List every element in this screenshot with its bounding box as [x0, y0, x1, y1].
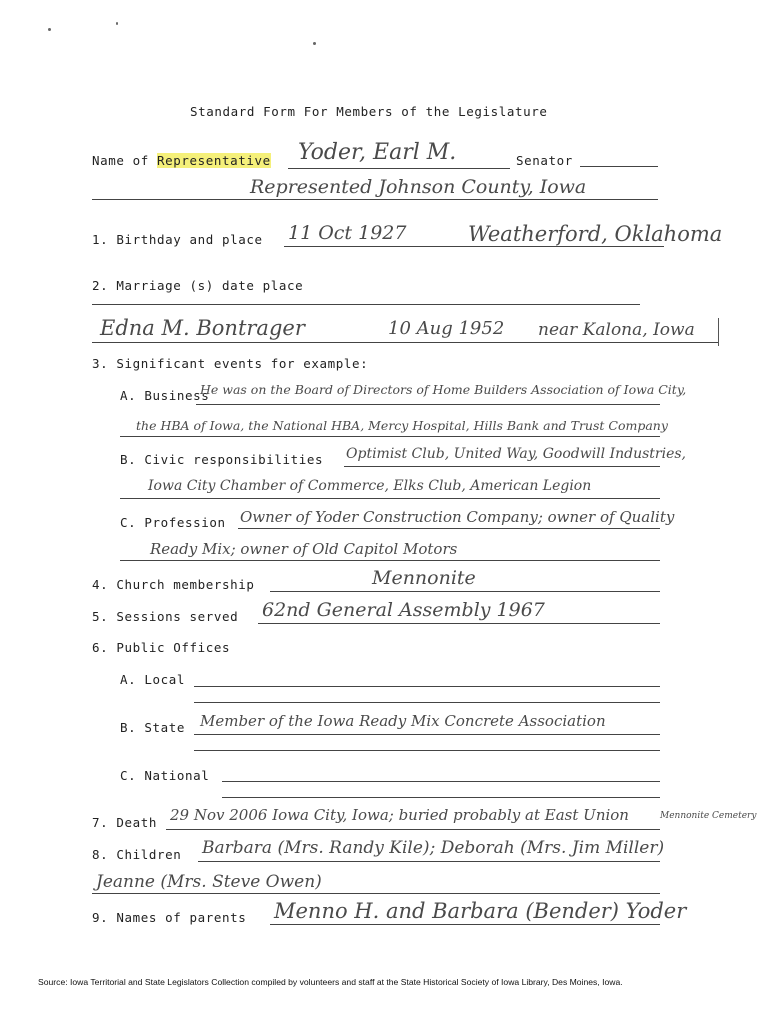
scan-edge-mark	[718, 318, 719, 346]
name-line-2	[92, 199, 658, 200]
profession-line	[238, 528, 660, 529]
civic-line2: Iowa City Chamber of Commerce, Elks Club, American Legion	[148, 478, 592, 494]
scan-speck	[48, 28, 51, 31]
death-line	[166, 829, 660, 830]
marriage-line-2	[92, 342, 718, 343]
state-value: Member of the Iowa Ready Mix Concrete Association	[200, 712, 606, 730]
source-note: Source: Iowa Territorial and State Legislators Collection compiled by volunteers and staff at the State Historical Society of Iowa Library, Des Moines, Iowa.	[38, 977, 623, 987]
sessions-line	[258, 623, 660, 624]
senator-label: Senator	[516, 153, 573, 168]
offices-label: 6. Public Offices	[92, 640, 231, 655]
local-label: A. Local	[120, 672, 186, 687]
name-value: Yoder, Earl M.	[298, 140, 457, 165]
sessions-value: 62nd General Assembly 1967	[262, 599, 545, 621]
name-label-prefix: Name of	[92, 153, 158, 168]
business-line	[196, 404, 660, 405]
business-line2: the HBA of Iowa, the National HBA, Mercy Hospital, Hills Bank and Trust Company	[136, 418, 668, 433]
state-line	[194, 734, 660, 735]
national-line	[222, 781, 660, 782]
profession-line1: Owner of Yoder Construction Company; owner of Quality	[240, 508, 675, 526]
birthday-place: Weatherford, Oklahoma	[468, 222, 723, 246]
business-line1: He was on the Board of Directors of Home Builders Association of Iowa City,	[200, 382, 687, 397]
church-label: 4. Church membership	[92, 577, 255, 592]
civic-line-2	[120, 498, 660, 499]
significant-label: 3. Significant events for example:	[92, 356, 369, 371]
death-value: 29 Nov 2006 Iowa City, Iowa; buried probably at East Union	[170, 806, 629, 824]
profession-label: C. Profession	[120, 515, 226, 530]
business-line-2	[120, 436, 660, 437]
national-line-2	[222, 797, 660, 798]
civic-line1: Optimist Club, United Way, Goodwill Industries,	[346, 446, 687, 462]
marriage-label: 2. Marriage (s) date place	[92, 278, 304, 293]
parents-label: 9. Names of parents	[92, 910, 247, 925]
civic-label: B. Civic responsibilities	[120, 452, 324, 467]
children-line-2	[92, 893, 660, 894]
profession-line2: Ready Mix; owner of Old Capitol Motors	[150, 540, 458, 558]
children-line	[198, 861, 660, 862]
name-line	[288, 168, 510, 169]
birthday-date: 11 Oct 1927	[288, 222, 407, 244]
national-label: C. National	[120, 768, 210, 783]
parents-line	[270, 924, 660, 925]
local-line	[194, 686, 660, 687]
state-label: B. State	[120, 720, 186, 735]
children-label: 8. Children	[92, 847, 182, 862]
business-label: A. Business	[120, 388, 210, 403]
senator-line	[580, 166, 658, 167]
form-title: Standard Form For Members of the Legislature	[190, 104, 548, 119]
children-line2: Jeanne (Mrs. Steve Owen)	[96, 872, 322, 892]
children-line1: Barbara (Mrs. Randy Kile); Deborah (Mrs. Jim Miller)	[202, 838, 665, 858]
marriage-line	[92, 304, 640, 305]
name-value-line2: Represented Johnson County, Iowa	[250, 176, 587, 198]
church-value: Mennonite	[372, 567, 476, 589]
marriage-spouse: Edna M. Bontrager	[100, 316, 305, 340]
birthday-line	[284, 246, 664, 247]
civic-line	[344, 466, 660, 467]
state-line-2	[194, 750, 660, 751]
profession-line-2	[120, 560, 660, 561]
name-label	[92, 153, 271, 168]
birthday-label: 1. Birthday and place	[92, 232, 263, 247]
death-note: Mennonite Cemetery	[660, 811, 757, 821]
marriage-date: 10 Aug 1952	[388, 318, 505, 339]
sessions-label: 5. Sessions served	[92, 609, 239, 624]
scan-speck	[313, 42, 316, 45]
scan-speck	[116, 22, 118, 25]
local-line-2	[194, 702, 660, 703]
death-label: 7. Death	[92, 815, 158, 830]
church-line	[270, 591, 660, 592]
representative-highlight: Representative	[157, 153, 271, 168]
marriage-place: near Kalona, Iowa	[538, 320, 695, 340]
parents-value: Menno H. and Barbara (Bender) Yoder	[274, 899, 687, 923]
